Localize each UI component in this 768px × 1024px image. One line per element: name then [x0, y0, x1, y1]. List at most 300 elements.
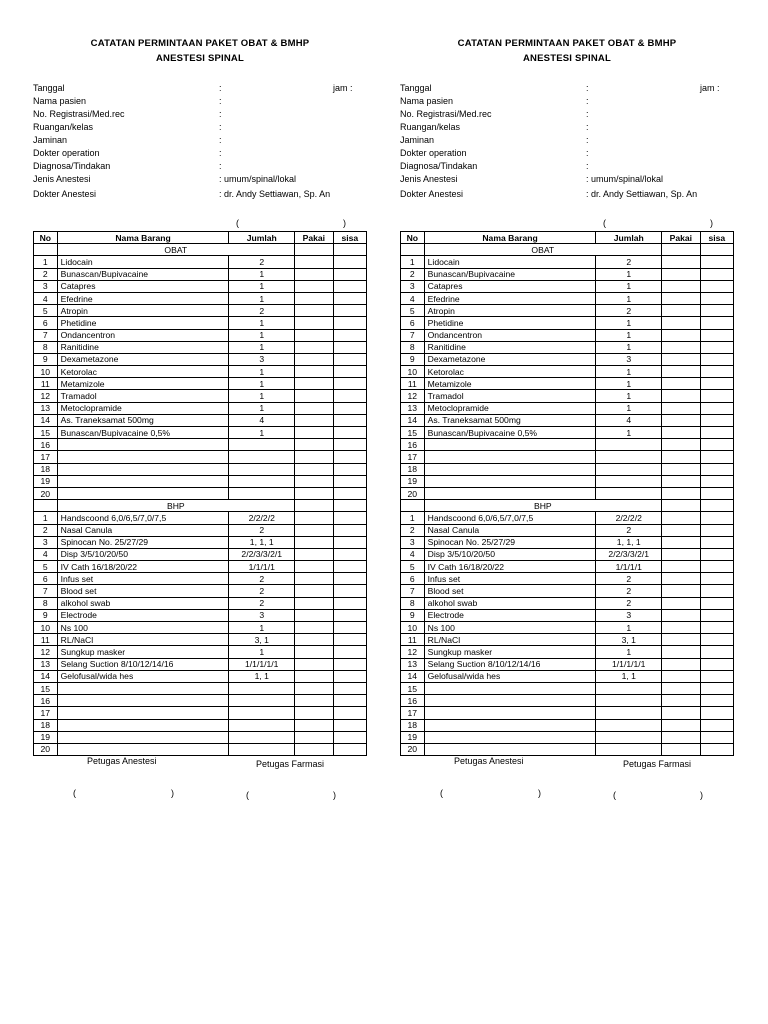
table-row	[401, 451, 734, 463]
item-sisa-cell[interactable]	[700, 743, 733, 755]
table-row	[401, 670, 734, 682]
table-row	[34, 475, 367, 487]
item-sisa-cell[interactable]	[333, 609, 366, 621]
item-sisa-cell[interactable]	[700, 390, 733, 402]
table-row	[34, 585, 367, 597]
info-row	[400, 160, 734, 172]
row-number: 18	[34, 719, 58, 731]
item-sisa-cell[interactable]	[333, 451, 366, 463]
row-number: 11	[34, 634, 58, 646]
item-pakai-cell[interactable]	[295, 341, 334, 353]
info-value[interactable]	[219, 160, 222, 172]
item-jumlah: 1	[229, 329, 295, 341]
item-sisa-cell[interactable]	[333, 414, 366, 426]
item-pakai-cell[interactable]	[295, 402, 334, 414]
item-sisa-cell[interactable]	[333, 743, 366, 755]
item-sisa-cell[interactable]	[333, 597, 366, 609]
item-sisa-cell[interactable]	[700, 719, 733, 731]
item-pakai-cell[interactable]	[295, 695, 334, 707]
item-sisa-cell[interactable]	[333, 573, 366, 585]
item-pakai-cell[interactable]	[662, 719, 701, 731]
item-sisa-cell[interactable]	[333, 256, 366, 268]
item-name: Bunascan/Bupivacaine	[57, 268, 229, 280]
item-pakai-cell[interactable]	[662, 378, 701, 390]
table-row	[401, 414, 734, 426]
item-sisa-cell[interactable]	[700, 658, 733, 670]
info-value[interactable]	[586, 134, 589, 146]
table-row	[34, 329, 367, 341]
item-sisa-cell[interactable]	[700, 378, 733, 390]
item-pakai-cell[interactable]	[295, 451, 334, 463]
petugas-anestesi-label: Petugas Anestesi	[454, 756, 524, 766]
paren-close: )	[710, 218, 713, 228]
item-name	[57, 463, 229, 475]
item-pakai-cell[interactable]	[295, 366, 334, 378]
section-row-obat	[401, 244, 734, 256]
item-pakai-cell[interactable]	[295, 609, 334, 621]
item-jumlah: 3	[596, 609, 662, 621]
item-sisa-cell[interactable]	[700, 731, 733, 743]
item-sisa-cell[interactable]	[333, 329, 366, 341]
item-pakai-cell[interactable]	[295, 256, 334, 268]
item-sisa-cell[interactable]	[333, 463, 366, 475]
item-sisa-cell[interactable]	[333, 719, 366, 731]
item-jumlah: 2	[596, 585, 662, 597]
item-sisa-cell[interactable]	[700, 427, 733, 439]
item-pakai-cell[interactable]	[295, 743, 334, 755]
item-name: Gelofusal/wida hes	[424, 670, 596, 682]
item-sisa-cell[interactable]	[700, 634, 733, 646]
item-pakai-cell[interactable]	[295, 658, 334, 670]
item-pakai-cell[interactable]	[295, 597, 334, 609]
item-sisa-cell[interactable]	[700, 463, 733, 475]
item-sisa-cell[interactable]	[333, 292, 366, 304]
row-number: 1	[34, 256, 58, 268]
item-pakai-cell[interactable]	[662, 463, 701, 475]
item-sisa-cell[interactable]	[700, 329, 733, 341]
table-row	[34, 439, 367, 451]
item-jumlah: 4	[596, 414, 662, 426]
info-value[interactable]	[219, 95, 222, 107]
row-number: 18	[401, 463, 425, 475]
item-sisa-cell[interactable]	[333, 341, 366, 353]
item-pakai-cell[interactable]	[662, 743, 701, 755]
item-sisa-cell[interactable]	[333, 305, 366, 317]
item-sisa-cell[interactable]	[700, 451, 733, 463]
item-pakai-cell[interactable]	[662, 402, 701, 414]
item-jumlah	[596, 463, 662, 475]
signature-open-farmasi: (	[246, 790, 249, 800]
item-pakai-cell[interactable]	[295, 463, 334, 475]
item-sisa-cell[interactable]	[333, 439, 366, 451]
item-pakai-cell[interactable]	[295, 548, 334, 560]
section-spacer	[295, 244, 334, 256]
item-sisa-cell[interactable]	[700, 561, 733, 573]
item-sisa-cell[interactable]	[333, 670, 366, 682]
item-name: alkohol swab	[424, 597, 596, 609]
item-jumlah	[596, 707, 662, 719]
item-pakai-cell[interactable]	[662, 280, 701, 292]
item-name: Nasal Canula	[424, 524, 596, 536]
item-pakai-cell[interactable]	[662, 427, 701, 439]
table-row	[34, 622, 367, 634]
section-spacer	[295, 500, 334, 512]
item-pakai-cell[interactable]	[662, 731, 701, 743]
item-sisa-cell[interactable]	[700, 573, 733, 585]
item-pakai-cell[interactable]	[295, 670, 334, 682]
table-row	[34, 378, 367, 390]
item-name	[57, 451, 229, 463]
petugas-farmasi-label: Petugas Farmasi	[256, 759, 325, 769]
info-value[interactable]	[586, 188, 697, 200]
info-row	[33, 160, 367, 172]
item-jumlah: 1	[596, 317, 662, 329]
item-pakai-cell[interactable]	[662, 609, 701, 621]
row-number: 1	[401, 512, 425, 524]
table-row	[34, 597, 367, 609]
item-sisa-cell[interactable]	[700, 597, 733, 609]
item-jumlah	[596, 439, 662, 451]
info-value[interactable]	[586, 121, 589, 133]
item-pakai-cell[interactable]	[295, 292, 334, 304]
item-sisa-cell[interactable]	[700, 585, 733, 597]
item-pakai-cell[interactable]	[662, 634, 701, 646]
item-pakai-cell[interactable]	[295, 719, 334, 731]
item-jumlah: 1	[229, 622, 295, 634]
item-pakai-cell[interactable]	[662, 561, 701, 573]
item-pakai-cell[interactable]	[295, 731, 334, 743]
row-number: 18	[34, 463, 58, 475]
row-number: 2	[34, 524, 58, 536]
item-pakai-cell[interactable]	[662, 670, 701, 682]
info-value[interactable]	[219, 108, 222, 120]
item-pakai-cell[interactable]	[662, 451, 701, 463]
item-sisa-cell[interactable]	[333, 695, 366, 707]
section-spacer	[34, 244, 58, 256]
item-sisa-cell[interactable]	[700, 670, 733, 682]
item-sisa-cell[interactable]	[700, 609, 733, 621]
item-sisa-cell[interactable]	[333, 658, 366, 670]
row-number: 20	[401, 487, 425, 499]
signature-close-anestesi: )	[171, 788, 174, 798]
item-sisa-cell[interactable]	[700, 341, 733, 353]
item-sisa-cell[interactable]	[333, 548, 366, 560]
item-jumlah: 2	[596, 305, 662, 317]
item-pakai-cell[interactable]	[662, 682, 701, 694]
item-pakai-cell[interactable]	[295, 487, 334, 499]
table-row	[401, 268, 734, 280]
item-pakai-cell[interactable]	[295, 524, 334, 536]
item-pakai-cell[interactable]	[662, 414, 701, 426]
item-pakai-cell[interactable]	[295, 280, 334, 292]
row-number: 15	[401, 682, 425, 694]
item-sisa-cell[interactable]	[700, 622, 733, 634]
jam-label: jam :	[700, 83, 720, 93]
info-value[interactable]	[219, 188, 330, 200]
item-name: Ondancentron	[424, 329, 596, 341]
info-row	[33, 173, 367, 185]
item-pakai-cell[interactable]	[295, 439, 334, 451]
header-jumlah: Jumlah	[596, 232, 662, 244]
item-pakai-cell[interactable]	[295, 329, 334, 341]
item-pakai-cell[interactable]	[662, 353, 701, 365]
item-sisa-cell[interactable]	[700, 548, 733, 560]
item-pakai-cell[interactable]	[662, 305, 701, 317]
table-row	[34, 536, 367, 548]
info-colon: :	[219, 83, 222, 93]
item-jumlah: 1	[596, 341, 662, 353]
row-number: 13	[401, 658, 425, 670]
item-sisa-cell[interactable]	[700, 536, 733, 548]
table-row	[401, 366, 734, 378]
item-sisa-cell[interactable]	[333, 487, 366, 499]
item-pakai-cell[interactable]	[662, 475, 701, 487]
section-row-obat	[34, 244, 367, 256]
item-sisa-cell[interactable]	[333, 366, 366, 378]
item-pakai-cell[interactable]	[662, 292, 701, 304]
item-pakai-cell[interactable]	[662, 622, 701, 634]
table-row	[401, 731, 734, 743]
item-pakai-cell[interactable]	[295, 305, 334, 317]
item-sisa-cell[interactable]	[333, 353, 366, 365]
item-pakai-cell[interactable]	[662, 524, 701, 536]
item-sisa-cell[interactable]	[333, 634, 366, 646]
row-number: 12	[401, 390, 425, 402]
item-pakai-cell[interactable]	[295, 646, 334, 658]
item-pakai-cell[interactable]	[295, 512, 334, 524]
item-pakai-cell[interactable]	[662, 268, 701, 280]
signature-open-farmasi: (	[613, 790, 616, 800]
item-name: Infus set	[57, 573, 229, 585]
item-name: Electrode	[57, 609, 229, 621]
item-jumlah: 2	[229, 585, 295, 597]
item-name: Lidocain	[57, 256, 229, 268]
table-row	[34, 573, 367, 585]
item-name	[57, 695, 229, 707]
item-pakai-cell[interactable]	[295, 622, 334, 634]
item-sisa-cell[interactable]	[333, 585, 366, 597]
item-sisa-cell[interactable]	[333, 536, 366, 548]
row-number: 15	[34, 427, 58, 439]
item-pakai-cell[interactable]	[662, 439, 701, 451]
table-row	[401, 634, 734, 646]
item-sisa-cell[interactable]	[700, 366, 733, 378]
item-sisa-cell[interactable]	[333, 378, 366, 390]
item-pakai-cell[interactable]	[295, 268, 334, 280]
info-value[interactable]	[586, 82, 589, 94]
item-pakai-cell[interactable]	[662, 695, 701, 707]
header-pakai: Pakai	[662, 232, 701, 244]
row-number: 17	[34, 451, 58, 463]
item-pakai-cell[interactable]	[662, 366, 701, 378]
info-value[interactable]	[586, 173, 663, 185]
item-sisa-cell[interactable]	[333, 268, 366, 280]
item-sisa-cell[interactable]	[700, 402, 733, 414]
item-sisa-cell[interactable]	[333, 317, 366, 329]
item-sisa-cell[interactable]	[333, 402, 366, 414]
item-sisa-cell[interactable]	[700, 695, 733, 707]
info-label: Ruangan/kelas	[33, 122, 94, 132]
item-sisa-cell[interactable]	[333, 390, 366, 402]
item-sisa-cell[interactable]	[333, 427, 366, 439]
info-value[interactable]	[219, 134, 222, 146]
item-pakai-cell[interactable]	[662, 707, 701, 719]
item-sisa-cell[interactable]	[333, 646, 366, 658]
item-pakai-cell[interactable]	[295, 317, 334, 329]
item-pakai-cell[interactable]	[662, 585, 701, 597]
table-row	[401, 390, 734, 402]
row-number: 19	[401, 731, 425, 743]
item-sisa-cell[interactable]	[333, 512, 366, 524]
table-row	[401, 341, 734, 353]
item-pakai-cell[interactable]	[295, 585, 334, 597]
item-jumlah: 1	[596, 622, 662, 634]
item-pakai-cell[interactable]	[662, 329, 701, 341]
info-label: Tanggal	[33, 83, 65, 93]
row-number: 19	[34, 475, 58, 487]
item-name: Metamizole	[424, 378, 596, 390]
info-value[interactable]	[586, 147, 589, 159]
item-sisa-cell[interactable]	[700, 414, 733, 426]
info-value[interactable]	[586, 95, 589, 107]
item-pakai-cell[interactable]	[295, 378, 334, 390]
info-value[interactable]	[219, 82, 222, 94]
item-pakai-cell[interactable]	[295, 634, 334, 646]
item-jumlah: 1	[229, 402, 295, 414]
item-pakai-cell[interactable]	[295, 573, 334, 585]
item-sisa-cell[interactable]	[333, 561, 366, 573]
item-pakai-cell[interactable]	[295, 475, 334, 487]
item-sisa-cell[interactable]	[700, 707, 733, 719]
item-name: Tramadol	[424, 390, 596, 402]
item-sisa-cell[interactable]	[333, 682, 366, 694]
item-sisa-cell[interactable]	[333, 622, 366, 634]
item-pakai-cell[interactable]	[662, 548, 701, 560]
item-sisa-cell[interactable]	[700, 524, 733, 536]
item-sisa-cell[interactable]	[700, 280, 733, 292]
section-spacer	[662, 500, 701, 512]
item-jumlah: 2	[229, 305, 295, 317]
paren-open: (	[603, 218, 606, 228]
item-pakai-cell[interactable]	[295, 682, 334, 694]
item-pakai-cell[interactable]	[295, 414, 334, 426]
item-pakai-cell[interactable]	[662, 646, 701, 658]
table-row	[401, 609, 734, 621]
table-row	[401, 658, 734, 670]
header-sisa: sisa	[333, 232, 366, 244]
row-number: 14	[34, 670, 58, 682]
item-pakai-cell[interactable]	[662, 573, 701, 585]
item-sisa-cell[interactable]	[700, 475, 733, 487]
table-row	[34, 548, 367, 560]
item-sisa-cell[interactable]	[700, 512, 733, 524]
item-sisa-cell[interactable]	[700, 353, 733, 365]
item-name: Ranitidine	[57, 341, 229, 353]
item-sisa-cell[interactable]	[700, 268, 733, 280]
row-number: 16	[34, 439, 58, 451]
info-label: Nama pasien	[33, 96, 87, 106]
item-name: Ns 100	[424, 622, 596, 634]
table-row	[34, 682, 367, 694]
item-sisa-cell[interactable]	[700, 317, 733, 329]
item-jumlah	[596, 682, 662, 694]
section-title-obat: OBAT	[424, 244, 661, 256]
item-pakai-cell[interactable]	[662, 256, 701, 268]
item-jumlah: 3	[229, 353, 295, 365]
row-number: 17	[401, 451, 425, 463]
item-sisa-cell[interactable]	[700, 305, 733, 317]
info-value[interactable]	[219, 173, 296, 185]
item-pakai-cell[interactable]	[295, 536, 334, 548]
item-pakai-cell[interactable]	[662, 512, 701, 524]
item-sisa-cell[interactable]	[333, 475, 366, 487]
item-sisa-cell[interactable]	[700, 292, 733, 304]
item-sisa-cell[interactable]	[700, 487, 733, 499]
item-sisa-cell[interactable]	[333, 524, 366, 536]
info-colon: :	[219, 148, 222, 158]
item-name	[424, 487, 596, 499]
header-nama-barang: Nama Barang	[424, 232, 596, 244]
row-number: 5	[401, 305, 425, 317]
item-pakai-cell[interactable]	[662, 341, 701, 353]
info-value[interactable]	[219, 121, 222, 133]
section-spacer	[662, 244, 701, 256]
info-value[interactable]	[586, 160, 589, 172]
item-name	[424, 682, 596, 694]
table-row	[401, 439, 734, 451]
info-label: Dokter operation	[400, 148, 467, 158]
row-number: 17	[401, 707, 425, 719]
item-pakai-cell[interactable]	[662, 597, 701, 609]
item-pakai-cell[interactable]	[295, 427, 334, 439]
info-value[interactable]	[219, 147, 222, 159]
item-sisa-cell[interactable]	[700, 256, 733, 268]
row-number: 4	[34, 548, 58, 560]
item-pakai-cell[interactable]	[662, 658, 701, 670]
item-pakai-cell[interactable]	[295, 353, 334, 365]
table-row	[401, 524, 734, 536]
item-pakai-cell[interactable]	[662, 390, 701, 402]
item-sisa-cell[interactable]	[700, 682, 733, 694]
item-pakai-cell[interactable]	[295, 707, 334, 719]
item-sisa-cell[interactable]	[333, 707, 366, 719]
table-row	[34, 366, 367, 378]
item-pakai-cell[interactable]	[662, 536, 701, 548]
item-name	[424, 707, 596, 719]
item-name: Ketorolac	[424, 366, 596, 378]
items-table	[33, 231, 367, 756]
row-number: 7	[401, 585, 425, 597]
item-name: Phetidine	[424, 317, 596, 329]
item-name: Bunascan/Bupivacaine 0,5%	[424, 427, 596, 439]
item-name: Handscoond 6,0/6,5/7,0/7,5	[57, 512, 229, 524]
item-pakai-cell[interactable]	[295, 390, 334, 402]
item-name: Selang Suction 8/10/12/14/16	[57, 658, 229, 670]
item-pakai-cell[interactable]	[295, 561, 334, 573]
item-sisa-cell[interactable]	[700, 439, 733, 451]
item-sisa-cell[interactable]	[333, 280, 366, 292]
item-sisa-cell[interactable]	[333, 731, 366, 743]
item-name	[57, 682, 229, 694]
info-value[interactable]	[586, 108, 589, 120]
item-pakai-cell[interactable]	[662, 317, 701, 329]
item-jumlah	[229, 719, 295, 731]
item-pakai-cell[interactable]	[662, 487, 701, 499]
row-number: 9	[34, 353, 58, 365]
table-row	[401, 536, 734, 548]
item-jumlah: 2	[229, 256, 295, 268]
item-sisa-cell[interactable]	[700, 646, 733, 658]
